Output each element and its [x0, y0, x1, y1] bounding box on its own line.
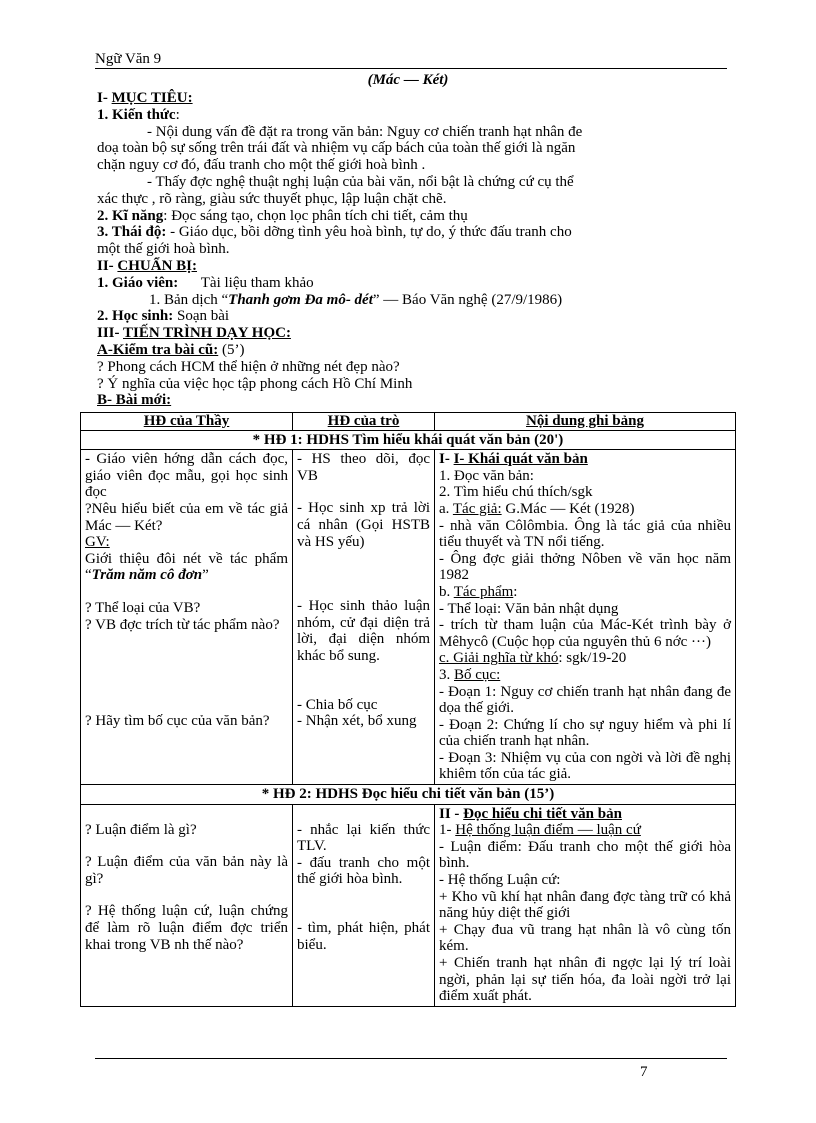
lesson-body: [97, 90, 727, 409]
cell-text: Giới thiệu đôi nét về tác phẩm “Trăm năm cô đơn”: [85, 550, 288, 584]
knowledge-text: xác thực , rõ ràng, giàu sức thuyết phục, lập luận chặt chẽ.: [97, 190, 447, 207]
attitude-text: một thế giới hoà bình.: [97, 241, 230, 258]
section-row: [81, 785, 736, 805]
cell-text: - trích từ tham luận của Mác-Két trình bày ở Mêhycô (Cuộc họp của nguyên thủ 6 nớc ···): [439, 617, 731, 650]
cell-text: + Chạy đua vũ trang hạt nhân là vô cùng tốn kém.: [439, 921, 731, 955]
new-lesson-label: B- Bài mới:: [97, 392, 172, 409]
teacher-line: 1. Giáo viên: Tài liệu tham khảo: [97, 274, 314, 291]
cell-text: ? Luận điểm của văn bản này là gì?: [85, 854, 288, 887]
cell-text: a. Tác giả: G.Mác — Két (1928): [439, 500, 635, 517]
cell-text: GV:: [85, 534, 110, 551]
cell-text: + Chiến tranh hạt nhân đi ngợc lại lý trí loài ngời, phản lại sự tiến hóa, đa loài ngời trở lại điểm xuất phát.: [439, 955, 731, 1005]
page-header: Ngữ Văn 9: [95, 50, 727, 69]
cell-text: - Luận điểm: Đấu tranh cho một thế giới hòa bình.: [439, 838, 731, 872]
check-question: ? Phong cách HCM thể hiện ở những nét đẹp nào?: [97, 358, 400, 375]
cell-text: - Hệ thống Luận cứ:: [439, 872, 561, 889]
cell-text: ? Hãy tìm bố cục của văn bản?: [85, 713, 270, 730]
student-cell: [293, 450, 435, 785]
knowledge-text: - Nội dung vấn đề đặt ra trong văn bản: Nguy cơ chiến tranh hạt nhân đe: [147, 123, 583, 140]
lesson-plan-table: [80, 412, 736, 1007]
col-content: Nội dung ghi bảng: [435, 413, 736, 431]
check-line: A-Kiểm tra bài cũ: (5’): [97, 341, 245, 358]
cell-text: - Nhận xét, bổ xung: [297, 713, 417, 730]
cell-text: - nhắc lại kiến thức TLV.: [297, 821, 430, 855]
cell-text: - nhà văn Côlômbia. Ông là tác giả của nhiều tiểu thuyết và TN nổi tiếng.: [439, 517, 731, 551]
lesson-subtitle: (Mác — Két): [367, 72, 449, 88]
objectives-heading: I- MỤC TIÊU:: [97, 90, 193, 106]
knowledge-text: - Thấy đợc nghệ thuật nghị luận của bài văn, nổi bật là chứng cứ cụ thể: [147, 173, 574, 190]
footer-rule: [95, 1058, 727, 1059]
cell-text: 2. Tìm hiểu chú thích/sgk: [439, 484, 593, 501]
section-title: * HĐ 1: HDHS Tìm hiểu khái quát văn bản (20'): [81, 430, 736, 450]
content-cell: [435, 450, 736, 785]
cell-text: - Ông đợc giải thởng Nôben về văn học năm 1982: [439, 550, 731, 584]
cell-text: - Đoạn 1: Nguy cơ chiến tranh hạt nhân đang đe dọa thế giới.: [439, 683, 731, 717]
cell-text: - Đoạn 2: Chứng lí cho sự nguy hiểm và phi lí của chiến tranh hạt nhân.: [439, 716, 731, 750]
knowledge-text: doạ toàn bộ sự sống trên trái đất và nhiệm vụ cấp bách của toàn thế giới là ngăn: [97, 140, 576, 157]
section-row: [81, 430, 736, 450]
cell-text: - Học sinh xp trả lời cá nhân (Gọi HSTB và HS yếu): [297, 500, 430, 550]
table-row: [81, 450, 736, 785]
prep-heading: II- CHUẨN BỊ:: [97, 257, 198, 274]
col-teacher: HĐ của Thầy: [81, 413, 293, 431]
cell-text: - Chia bố cục: [297, 696, 378, 713]
table-row: [81, 804, 736, 1006]
student-line: 2. Học sinh: Soạn bài: [97, 308, 230, 325]
student-cell: [293, 804, 435, 1006]
cell-text: 3. Bố cục:: [439, 666, 501, 683]
cell-text: ? VB đợc trích từ tác phẩm nào?: [85, 616, 280, 633]
section-title: * HĐ 2: HDHS Đọc hiểu chi tiết văn bản (15’): [81, 785, 736, 805]
cell-text: - Giáo viên hớng dẫn cách đọc, giáo viên đọc mẫu, gọi học sinh đọc: [85, 451, 288, 501]
cell-text: 1. Đọc văn bản:: [439, 467, 534, 484]
cell-text: I- I- Khái quát văn bản: [439, 451, 588, 468]
teacher-cell: [81, 804, 293, 1006]
cell-text: II - Đọc hiểu chi tiết văn bản: [439, 805, 622, 822]
teacher-cell: [81, 450, 293, 785]
cell-text: + Kho vũ khí hạt nhân đang đợc tàng trữ có khả năng hủy diệt thế giới: [439, 888, 731, 922]
cell-text: b. Tác phẩm:: [439, 583, 518, 600]
cell-text: - Thể loại: Văn bản nhật dụng: [439, 600, 619, 617]
attitude-line: 3. Thái độ: - Giáo dục, bồi dỡng tình yêu hoà bình, tự do, ý thức đấu tranh cho: [97, 224, 572, 241]
content-cell: [435, 804, 736, 1006]
skills-line: 2. Kĩ năng: Đọc sáng tạo, chọn lọc phân tích chi tiết, cảm thụ: [97, 207, 468, 224]
cell-text: ?Nêu hiểu biết của em về tác giả Mác — Két?: [85, 500, 288, 534]
process-heading: III- TIẾN TRÌNH DẠY HỌC:: [97, 325, 291, 342]
reference-line: 1. Bản dịch “Thanh gơm Đa mô- dét” — Báo Văn nghệ (27/9/1986): [149, 291, 563, 308]
page-number: 7: [640, 1064, 648, 1080]
cell-text: 1- Hệ thống luận điểm — luận cứ: [439, 822, 641, 839]
cell-text: - Đoạn 3: Nhiệm vụ của con ngời và lời đề nghị khiêm tốn của tác giả.: [439, 749, 731, 783]
knowledge-text: chặn nguy cơ đó, đấu tranh cho một thế giới hoà bình .: [97, 157, 426, 174]
cell-text: - HS theo dõi, đọc VB: [297, 451, 430, 484]
cell-text: ? Hệ thống luận cứ, luận chứng để làm rõ luận điểm đợc triển khai trong VB nh thế nào?: [85, 903, 288, 953]
cell-text: ? Thể loại của VB?: [85, 599, 201, 616]
knowledge-label: 1. Kiến thức:: [97, 106, 180, 123]
cell-text: - tìm, phát hiện, phát biểu.: [297, 920, 430, 953]
col-student: HĐ của trò: [293, 413, 435, 431]
cell-text: ? Luận điểm là gì?: [85, 821, 197, 838]
cell-text: - đấu tranh cho một thế giới hòa bình.: [297, 854, 430, 888]
table-header-row: [81, 413, 736, 431]
cell-text: - Học sinh thảo luận nhóm, cử đại diện trả lời, đại diện nhóm khác bổ sung.: [297, 598, 430, 664]
check-question: ? Ý nghĩa của việc học tập phong cách Hồ Chí Minh: [97, 375, 413, 392]
cell-text: c. Giải nghĩa từ khó: sgk/19-20: [439, 650, 627, 667]
